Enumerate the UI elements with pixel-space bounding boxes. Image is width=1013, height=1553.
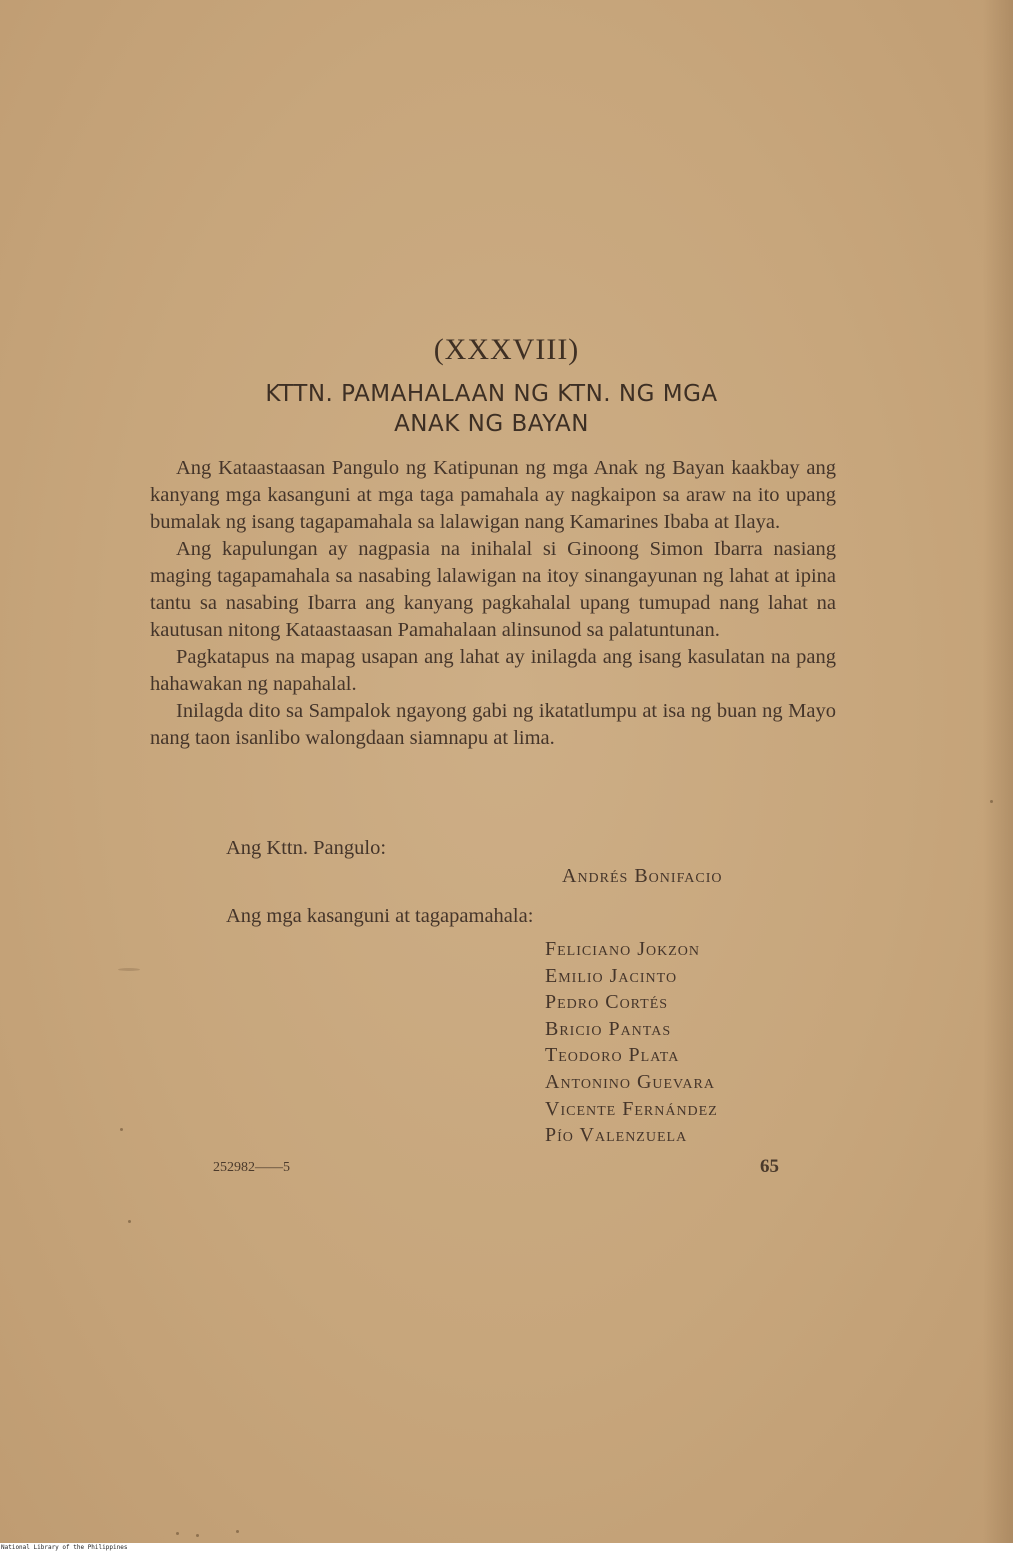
document-title-line-2: ANAK NG BAYAN [394, 411, 589, 437]
paragraph-4: Inilagda dito sa Sampalok ngayong gabi ng ikatatlumpu at isa ng buan ng Mayo nang taon isanlibo walongdaan siamnapu at lima. [150, 700, 836, 749]
council-name: Pío Valenzuela [545, 1124, 688, 1147]
document-title-line-1: KTTN. PAMAHALAAN NG KTN. NG MGA [265, 381, 718, 407]
president-label: Ang Kttn. Pangulo: [226, 837, 387, 859]
section-number: (XXXVIII) [433, 333, 580, 366]
page-number: 65 [760, 1156, 779, 1177]
council-name: Antonino Guevara [545, 1070, 715, 1093]
library-credit: National Library of the Philippines [0, 1543, 1013, 1553]
council-label: Ang mga kasanguni at tagapamahala: [226, 905, 534, 927]
paper-blemish [118, 968, 140, 971]
printer-signature-mark: 252982——5 [213, 1160, 290, 1175]
paper-speck [236, 1530, 239, 1533]
council-name: Vicente Fernández [545, 1097, 718, 1120]
council-name: Pedro Cortés [545, 991, 669, 1014]
council-name: Emilio Jacinto [545, 964, 678, 987]
council-name: Feliciano Jokzon [545, 938, 700, 960]
document-body [150, 455, 836, 752]
paragraph-2: Ang kapulungan ay nagpasia na inihalal si Ginoong Simon Ibarra nasiang maging tagapamahala sa nasabing lalawigan na itoy sinangayunan ng lahat at ipina tantu sa nasabing Ibarra ang kanyang pagkahalal upang tumupad nang lahat na kautusan nitong Kataastaasan Pamahalaan alinsunod sa palatuntunan. [150, 538, 836, 641]
paragraph-3: Pagkatapus na mapag usapan ang lahat ay inilagda ang isang kasulatan na pang hahawakan ng napahalal. [150, 646, 836, 695]
paper-speck [120, 1128, 123, 1131]
council-names-list [545, 936, 718, 1149]
paragraph-1: Ang Kataastaasan Pangulo ng Katipunan ng mga Anak ng Bayan kaakbay ang kanyang mga kasanguni at mga taga pamahala ay nagkaipon sa araw na ito upang bumalak ng isang tagapamahala sa lalawigan nang Kamarines Ibaba at Ilaya. [150, 457, 836, 533]
paper-speck [990, 800, 993, 803]
council-name: Bricio Pantas [545, 1017, 672, 1040]
council-name: Teodoro Plata [545, 1044, 680, 1067]
paper-speck [176, 1532, 179, 1535]
paper-speck [196, 1534, 199, 1537]
president-name: Andrés Bonifacio [562, 865, 723, 887]
paper-speck [128, 1220, 131, 1223]
page-edge-shadow [983, 0, 1013, 1553]
